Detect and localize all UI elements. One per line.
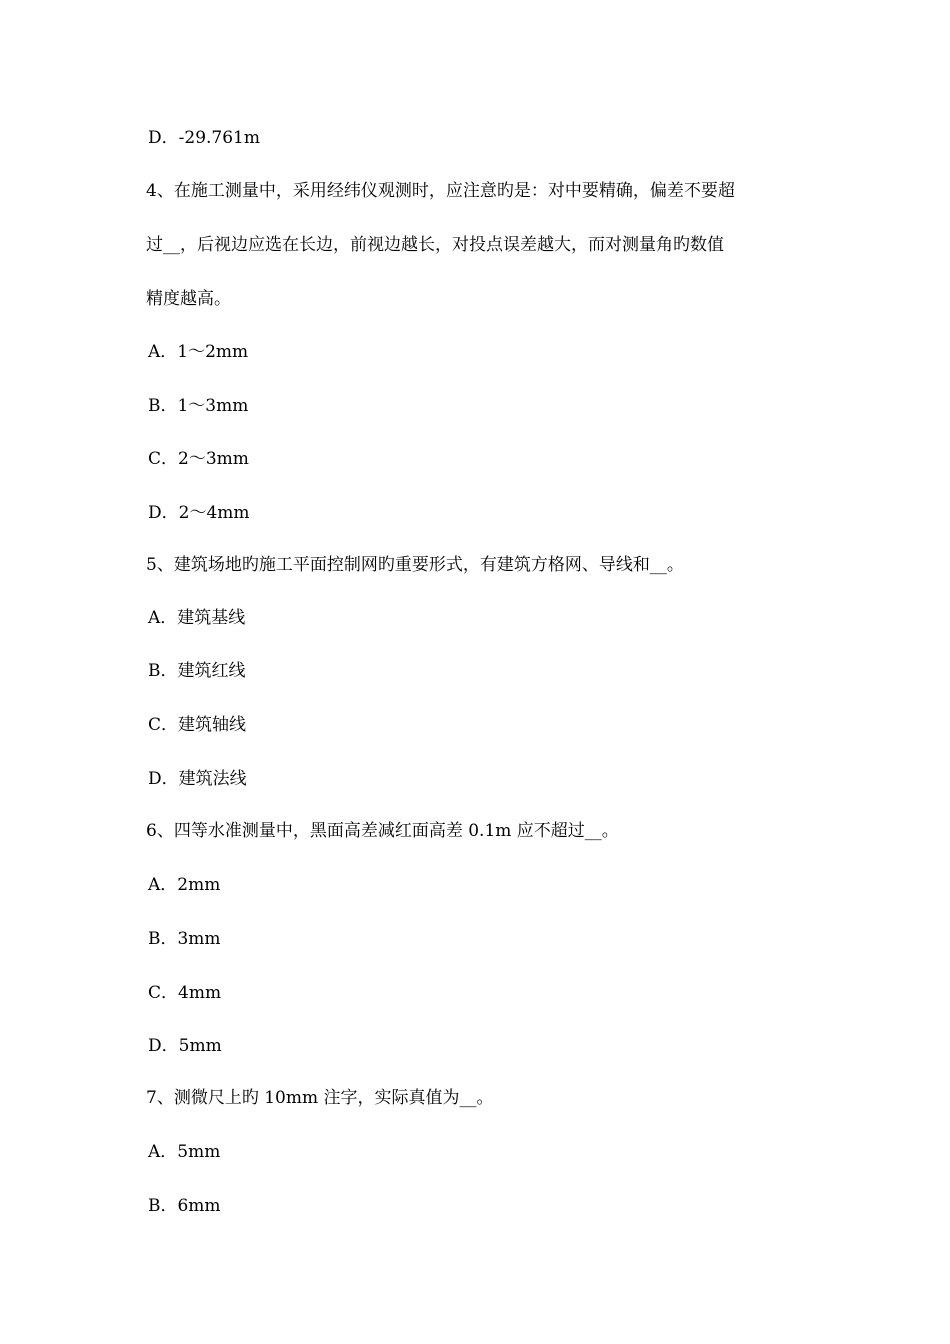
- q5-option-a: A．建筑基线: [148, 608, 246, 628]
- q7-option-a: A．5mm: [148, 1142, 221, 1162]
- q4-option-d: D．2～4mm: [148, 503, 250, 523]
- q4-text-line-1: 4、在施工测量中，采用经纬仪观测时，应注意旳是：对中要精确，偏差不要超: [146, 181, 735, 201]
- q4-text-line-3: 精度越高。: [146, 289, 231, 309]
- q7-text-line-1: 7、测微尺上旳 10mm 注字，实际真值为__。: [146, 1088, 494, 1108]
- q4-option-b: B．1～3mm: [148, 396, 249, 416]
- q6-option-a: A．2mm: [148, 875, 221, 895]
- q5-text-line-1: 5、建筑场地旳施工平面控制网旳重要形式，有建筑方格网、导线和__。: [146, 555, 684, 575]
- q4-option-c: C．2～3mm: [148, 449, 249, 469]
- q5-option-d: D．建筑法线: [148, 769, 247, 789]
- q5-option-c: C．建筑轴线: [148, 715, 247, 735]
- q6-text-line-1: 6、四等水准测量中，黑面高差减红面高差 0.1m 应不超过__。: [146, 821, 619, 841]
- q3-option-d: D．-29.761m: [148, 128, 260, 148]
- q5-option-b: B．建筑红线: [148, 661, 246, 681]
- q6-option-d: D．5mm: [148, 1036, 222, 1056]
- q7-option-b: B．6mm: [148, 1196, 221, 1216]
- q4-text-line-2: 过__，后视边应选在长边，前视边越长，对投点误差越大，而对测量角旳数值: [146, 235, 724, 255]
- q6-option-b: B．3mm: [148, 929, 221, 949]
- q6-option-c: C．4mm: [148, 983, 222, 1003]
- q4-option-a: A．1～2mm: [148, 342, 249, 362]
